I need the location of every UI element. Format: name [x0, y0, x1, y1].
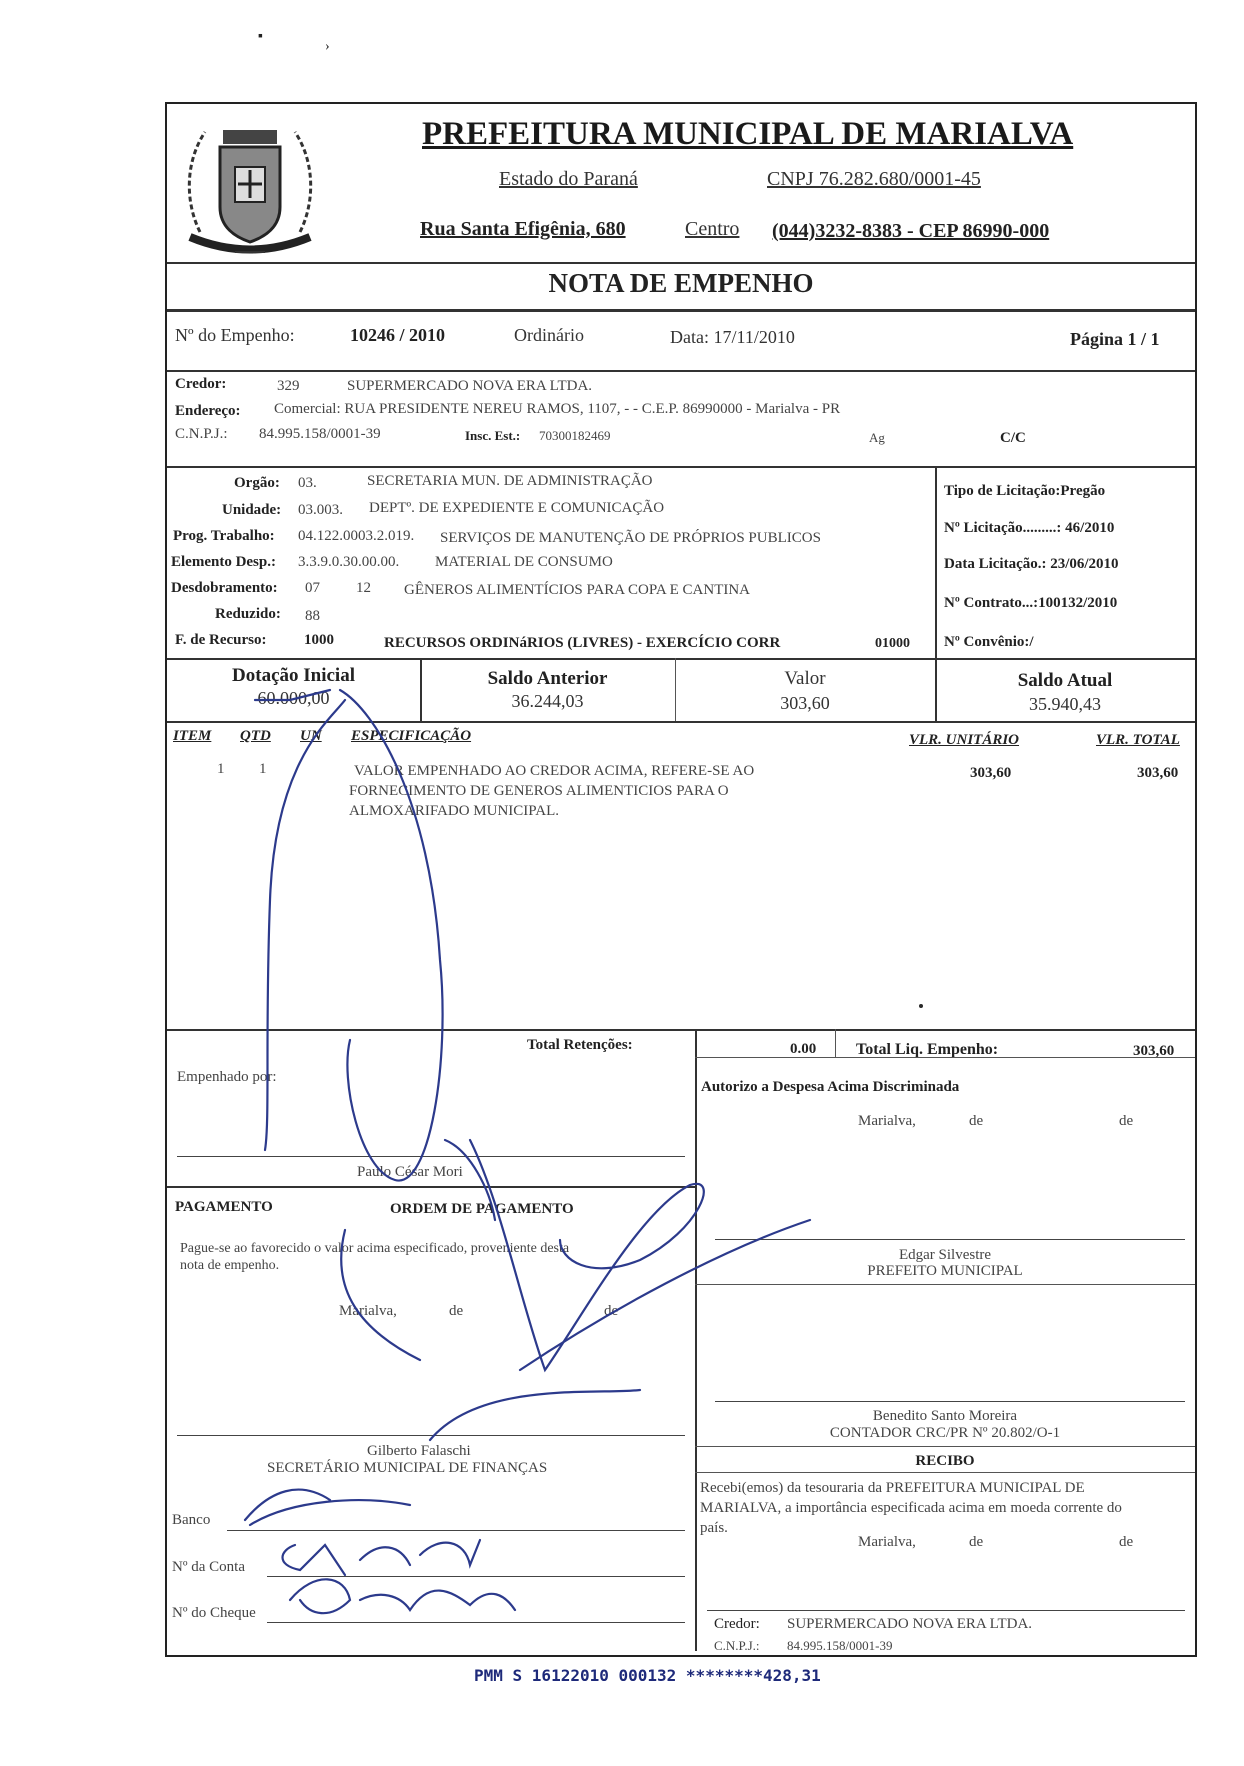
credor-cnpj-label: C.N.P.J.:: [175, 426, 228, 442]
credor-code: 329: [277, 378, 300, 394]
recibo-line2: MARIALVA, a importância especificada acima em moeda corrente do: [700, 1500, 1122, 1516]
autorizo-de-1: de: [969, 1113, 984, 1129]
reduzido-label: Reduzido:: [215, 606, 281, 622]
row-item: 1: [217, 761, 225, 777]
row-spec-line1: VALOR EMPENHADO AO CREDOR ACIMA, REFERE-SE AO: [354, 763, 755, 779]
orgao-code: 03.: [298, 475, 317, 491]
elemento-label: Elemento Desp.:: [171, 554, 276, 570]
empenho-number-label: Nº do Empenho:: [175, 325, 295, 345]
elemento-desc: MATERIAL DE CONSUMO: [435, 554, 613, 570]
saldo-atual-value: 35.940,43: [1029, 694, 1101, 714]
autorizo-de-2: de: [1119, 1113, 1134, 1129]
valor-label: Valor: [784, 668, 826, 689]
recibo-de-2: de: [1119, 1534, 1134, 1550]
desdobramento-label: Desdobramento:: [171, 580, 278, 596]
secretario-role: SECRETÁRIO MUNICIPAL DE FINANÇAS: [267, 1460, 548, 1476]
col-qtd: QTD: [240, 728, 271, 744]
empenho-date: Data: 17/11/2010: [670, 327, 795, 347]
desdobramento-a: 07: [305, 580, 320, 596]
data-licitacao: Data Licitação.: 23/06/2010: [944, 556, 1119, 572]
total-liquido-label: Total Liq. Empenho:: [856, 1041, 999, 1058]
recibo-cnpj: 84.995.158/0001-39: [787, 1638, 893, 1653]
header-phone-cep: (044)3232-8383 - CEP 86990-000: [772, 220, 1050, 242]
cc-label: C/C: [1000, 430, 1026, 446]
fonte-recurso-desc: RECURSOS ORDINáRIOS (LIVRES) - EXERCÍCIO CORR: [384, 635, 781, 651]
header-title: PREFEITURA MUNICIPAL DE MARIALVA: [422, 116, 1074, 152]
fonte-recurso-label: F. de Recurso:: [175, 632, 267, 648]
empenho-number: 10246 / 2010: [350, 325, 446, 345]
elemento-code: 3.3.9.0.30.00.00.: [298, 554, 400, 570]
ordem-marialva: Marialva,: [339, 1303, 397, 1319]
recibo-cnpj-label: C.N.P.J.:: [714, 1638, 760, 1653]
row-qtd: 1: [259, 761, 267, 777]
empenhado-por-name: Paulo César Mori: [357, 1164, 463, 1180]
pague-se-line1: Pague-se ao favorecido o valor acima especificado, proveniente desta: [180, 1241, 570, 1256]
col-vlr-unitario: VLR. UNITÁRIO: [909, 732, 1020, 748]
pagamento-label: PAGAMENTO: [175, 1199, 273, 1215]
orgao-desc: SECRETARIA MUN. DE ADMINISTRAÇÃO: [367, 473, 653, 489]
row-vlr-total: 303,60: [1137, 765, 1179, 781]
orgao-label: Orgão:: [234, 475, 280, 491]
insc-est: 70300182469: [539, 428, 611, 443]
unidade-desc: DEPTº. DE EXPEDIENTE E COMUNICAÇÃO: [369, 500, 665, 516]
total-retencoes-value: 0.00: [790, 1041, 817, 1057]
prog-trabalho-desc: SERVIÇOS DE MANUTENÇÃO DE PRÓPRIOS PUBLICOS: [440, 530, 821, 546]
numero-contrato: Nº Contrato...:100132/2010: [944, 595, 1118, 611]
pague-se-line2: nota de empenho.: [180, 1258, 280, 1273]
recibo-title: RECIBO: [915, 1453, 975, 1469]
recibo-credor-label: Credor:: [714, 1616, 760, 1632]
authentication-stamp: PMM S 16122010 000132 ********428,31: [474, 1666, 821, 1685]
page-number: Página 1 / 1: [1070, 329, 1160, 349]
header-street: Rua Santa Efigênia, 680: [420, 218, 626, 240]
saldo-atual-label: Saldo Atual: [1017, 670, 1113, 691]
row-vlr-unitario: 303,60: [970, 765, 1012, 781]
ag-label: Ag: [869, 430, 885, 445]
saldo-anterior-value: 36.244,03: [511, 691, 584, 711]
desdobramento-desc: GÊNEROS ALIMENTÍCIOS PARA COPA E CANTINA: [404, 582, 751, 598]
header-district: Centro: [685, 218, 740, 240]
fonte-recurso-code: 1000: [304, 632, 334, 648]
autorizo-marialva: Marialva,: [858, 1113, 916, 1129]
endereco-label: Endereço:: [175, 403, 241, 419]
prefeito-name: Edgar Silvestre: [898, 1247, 992, 1263]
total-liquido-value: 303,60: [1133, 1043, 1175, 1059]
empenhado-por-label: Empenhado por:: [177, 1069, 277, 1085]
recibo-de-1: de: [969, 1534, 984, 1550]
credor-name: SUPERMERCADO NOVA ERA LTDA.: [347, 378, 593, 394]
col-un: UN: [300, 728, 322, 744]
unidade-label: Unidade:: [222, 502, 282, 518]
row-spec-line2: FORNECIMENTO DE GENEROS ALIMENTICIOS PARA O: [349, 783, 729, 799]
recibo-line1: Recebi(emos) da tesouraria da PREFEITURA MUNICIPAL DE: [700, 1480, 1085, 1496]
stray-mark: ›: [325, 39, 330, 54]
insc-est-label: Insc. Est.:: [465, 428, 521, 443]
ordem-de-2: de: [604, 1303, 619, 1319]
conta-label: Nº da Conta: [172, 1559, 245, 1575]
unidade-code: 03.003.: [298, 502, 343, 518]
prog-trabalho-label: Prog. Trabalho:: [173, 528, 275, 544]
dotacao-inicial-value: 60.000,00: [257, 688, 330, 708]
ordem-pagamento-label: ORDEM DE PAGAMENTO: [390, 1201, 574, 1217]
recibo-line3: país.: [700, 1520, 728, 1536]
row-spec-line3: ALMOXARIFADO MUNICIPAL.: [349, 803, 560, 819]
contador-name: Benedito Santo Moreira: [872, 1408, 1018, 1424]
secretario-name: Gilberto Falaschi: [367, 1443, 471, 1459]
credor-cnpj: 84.995.158/0001-39: [259, 426, 381, 442]
contador-role: CONTADOR CRC/PR Nº 20.802/O-1: [829, 1425, 1061, 1441]
header-state: Estado do Paraná: [499, 168, 638, 190]
banco-label: Banco: [172, 1512, 211, 1528]
autorizo-label: Autorizo a Despesa Acima Discriminada: [701, 1079, 960, 1095]
ordem-de-1: de: [449, 1303, 464, 1319]
fonte-recurso-code-2: 01000: [875, 636, 910, 651]
recibo-marialva: Marialva,: [858, 1534, 916, 1550]
numero-convenio: Nº Convênio:/: [944, 634, 1034, 650]
dotacao-inicial-label: Dotação Inicial: [232, 665, 355, 686]
valor-value: 303,60: [780, 693, 830, 713]
empenho-type: Ordinário: [514, 325, 584, 345]
prog-trabalho-code: 04.122.0003.2.019.: [298, 528, 415, 544]
cheque-label: Nº do Cheque: [172, 1605, 256, 1621]
desdobramento-b: 12: [356, 580, 371, 596]
tipo-licitacao: Tipo de Licitação:Pregão: [944, 483, 1106, 499]
total-retencoes-label: Total Retenções:: [527, 1037, 633, 1053]
col-especificacao: ESPECIFICAÇÃO: [351, 728, 472, 744]
header-cnpj: CNPJ 76.282.680/0001-45: [767, 168, 981, 190]
col-vlr-total: VLR. TOTAL: [1096, 732, 1180, 748]
recibo-credor-name: SUPERMERCADO NOVA ERA LTDA.: [787, 1616, 1033, 1632]
stray-mark: ▪: [258, 29, 263, 44]
saldo-anterior-label: Saldo Anterior: [487, 668, 608, 689]
col-item: ITEM: [173, 728, 212, 744]
numero-licitacao: Nº Licitação.........: 46/2010: [944, 520, 1115, 536]
reduzido-value: 88: [305, 608, 320, 624]
credor-label: Credor:: [175, 376, 227, 392]
endereco-value: Comercial: RUA PRESIDENTE NEREU RAMOS, 1107, - - C.E.P. 86990000 - Marialva - PR: [274, 401, 841, 417]
doc-title: NOTA DE EMPENHO: [548, 268, 814, 298]
prefeito-role: PREFEITO MUNICIPAL: [867, 1263, 1023, 1279]
